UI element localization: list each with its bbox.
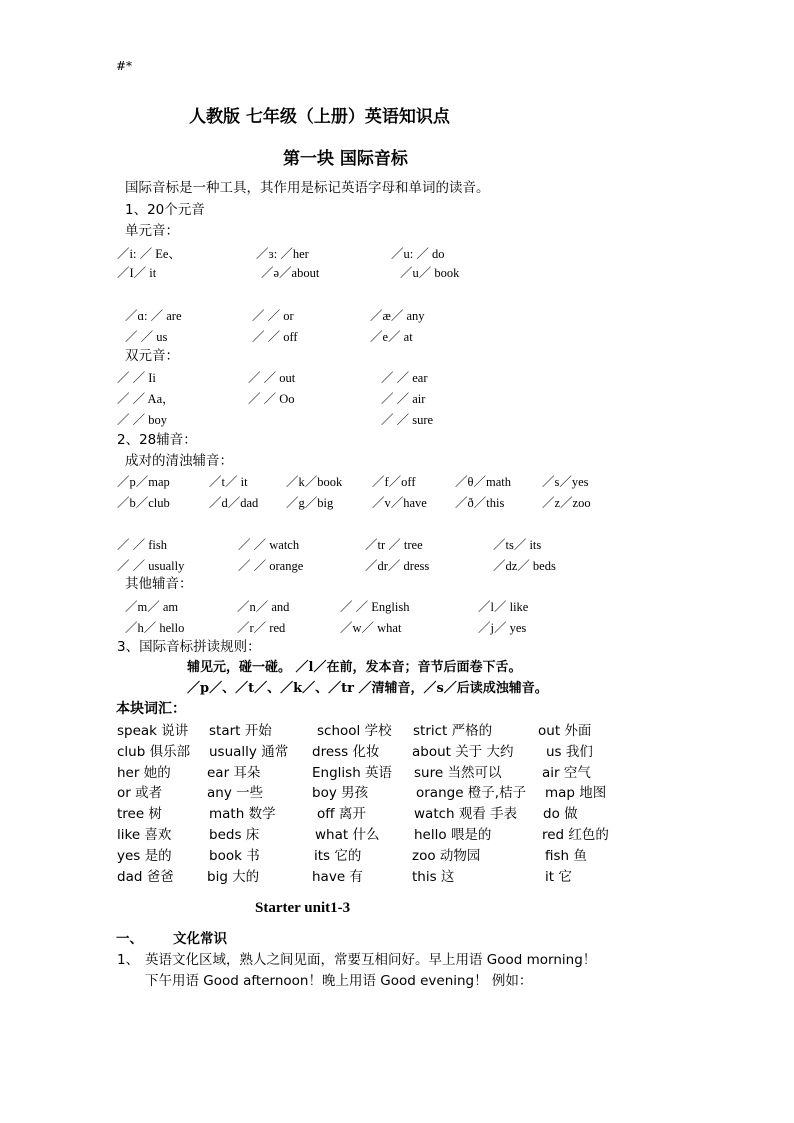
vocab-item: book 书 [209, 848, 260, 864]
paragraph-number: 1、 [117, 952, 140, 968]
section-title: 第一块 国际音标 [283, 149, 408, 169]
phonetic-item: ／m／ am [125, 600, 179, 614]
vocab-item: any 一些 [207, 785, 264, 801]
vocab-item: dad 爸爸 [117, 869, 174, 885]
rules-heading: 3、国际音标拼读规则： [117, 639, 261, 655]
phonetic-item: ／ə／about [261, 266, 320, 280]
phonetic-item: ／ ／ air [381, 392, 426, 406]
phonetic-item: ／dz／ beds [493, 559, 556, 573]
phonetic-item: ／ɜ: ／her [256, 247, 309, 261]
vocab-heading: 本块词汇： [116, 701, 186, 717]
phonetic-item: ／ts／ its [493, 538, 542, 552]
phonetic-item: ／ ／ Aa， [117, 392, 175, 406]
culture-heading: 文化常识 [173, 931, 227, 947]
page-mark: #* [116, 59, 133, 73]
phonetic-item: ／v／have [372, 496, 427, 510]
phonetic-item: ／æ／ any [370, 309, 425, 323]
document-title: 人教版 七年级（上册）英语知识点 [189, 107, 450, 127]
diphthong-heading: 双元音： [125, 348, 179, 364]
vocab-item: strict 严格的 [413, 723, 493, 739]
phonetic-item: ／h／ hello [125, 621, 185, 635]
phonetic-item: ／ ／ boy [117, 413, 168, 427]
vocab-item: red 红色的 [542, 827, 609, 843]
vocab-item: map 地图 [545, 785, 607, 801]
culture-paragraph-line: 下午用语 Good afternoon！晚上用语 Good evening！ 例如： [145, 973, 533, 989]
vocab-item: her 她的 [117, 765, 171, 781]
phonetic-item: ／ɑ: ／ are [125, 309, 182, 323]
phonetic-item: ／ ／ sure [381, 413, 434, 427]
vocab-item: about 关于 大约 [412, 744, 514, 760]
vocab-item: school 学校 [317, 723, 392, 739]
vocab-item: us 我们 [546, 744, 593, 760]
vocab-item: it 它 [545, 869, 572, 885]
phonetic-item: ／u: ／ do [391, 247, 445, 261]
vocab-item: orange 橙子,桔子 [416, 785, 527, 801]
phonetic-item: ／r／ red [237, 621, 286, 635]
phonetic-item: ／ð／this [455, 496, 505, 510]
phonetic-item: ／n／ and [237, 600, 290, 614]
vocab-item: sure 当然可以 [414, 765, 502, 781]
phonetic-item: ／z／zoo [542, 496, 591, 510]
phonetic-item: ／ ／ watch [238, 538, 300, 552]
vocab-item: big 大的 [207, 869, 260, 885]
vocab-item: beds 床 [209, 827, 260, 843]
phonetic-item: ／ ／ us [125, 330, 168, 344]
vocab-item: usually 通常 [209, 744, 289, 760]
intro-text: 国际音标是一种工具，其作用是标记英语字母和单词的读音。 [125, 180, 490, 196]
phonetic-item: ／ ／ Ii [117, 371, 156, 385]
vocab-item: tree 树 [117, 806, 162, 822]
vocab-item: speak 说讲 [117, 723, 189, 739]
phonetic-item: ／ ／ out [248, 371, 296, 385]
vocab-item: dress 化妆 [312, 744, 380, 760]
vocab-item: air 空气 [542, 765, 591, 781]
vocab-item: its 它的 [314, 848, 362, 864]
culture-paragraph-line: 英语文化区域，熟人之间见面，常要互相问好。早上用语 Good morning！ [145, 952, 597, 968]
rule-line: ／p／、／t／、／k／、／tr ／清辅音，／s／后读成浊辅音。 [187, 681, 548, 696]
phonetic-item: ／tr ／ tree [365, 538, 423, 552]
phonetic-item: ／w／ what [340, 621, 402, 635]
phonetic-item: ／ ／ Oo [248, 392, 295, 406]
monophthong-heading: 单元音： [125, 223, 179, 239]
phonetic-item: ／ ／ off [252, 330, 298, 344]
vocab-item: watch 观看 手表 [414, 806, 518, 822]
vocab-item: like 喜欢 [117, 827, 172, 843]
phonetic-item: ／j／ yes [478, 621, 527, 635]
vocab-item: off 离开 [317, 806, 366, 822]
vocab-item: start 开始 [209, 723, 272, 739]
phonetic-item: ／ ／ or [252, 309, 294, 323]
phonetic-item: ／g／big [286, 496, 334, 510]
phonetic-item: ／i: ／ Ee、 [117, 247, 181, 261]
other-consonants-heading: 其他辅音： [125, 576, 193, 592]
culture-number: 一、 [116, 931, 143, 947]
vocab-item: what 什么 [315, 827, 380, 843]
vocab-item: out 外面 [538, 723, 592, 739]
vocab-item: English 英语 [312, 765, 393, 781]
phonetic-item: ／t／ it [209, 475, 248, 489]
consonants-heading: 2、28辅音： [117, 432, 197, 448]
vocab-item: hello 喂是的 [414, 827, 492, 843]
vocab-item: ear 耳朵 [207, 765, 261, 781]
rule-line: 辅见元，碰一碰。 ／l／在前，发本音；音节后面卷下舌。 [187, 660, 522, 675]
vocab-item: math 数学 [209, 806, 276, 822]
phonetic-item: ／k／book [286, 475, 343, 489]
phonetic-item: ／f／off [372, 475, 416, 489]
starter-unit-title: Starter unit1-3 [255, 900, 351, 916]
vocab-item: boy 男孩 [312, 785, 369, 801]
vocab-item: fish 鱼 [545, 848, 587, 864]
phonetic-item: ／u／ book [400, 266, 460, 280]
vocab-item: have 有 [312, 869, 363, 885]
phonetic-item: ／s／yes [542, 475, 589, 489]
phonetic-item: ／ ／ ear [381, 371, 428, 385]
phonetic-item: ／d／dad [209, 496, 259, 510]
vocab-item: zoo 动物园 [412, 848, 481, 864]
vocab-item: yes 是的 [117, 848, 172, 864]
phonetic-item: ／ ／ usually [117, 559, 185, 573]
phonetic-item: ／ ／ English [340, 600, 410, 614]
vocab-item: or 或者 [117, 785, 163, 801]
phonetic-item: ／ ／ orange [238, 559, 304, 573]
phonetic-item: ／I／ it [117, 266, 157, 280]
phonetic-item: ／e／ at [370, 330, 413, 344]
vocab-item: club 俱乐部 [117, 744, 191, 760]
paired-heading: 成对的清浊辅音： [125, 453, 233, 469]
phonetic-item: ／p／map [117, 475, 170, 489]
phonetic-item: ／b／club [117, 496, 170, 510]
phonetic-item: ／l／ like [478, 600, 529, 614]
phonetic-item: ／ ／ fish [117, 538, 168, 552]
vowels-heading: 1、20个元音 [125, 202, 205, 218]
vocab-item: do 做 [543, 806, 578, 822]
phonetic-item: ／dr／ dress [365, 559, 430, 573]
vocab-item: this 这 [412, 869, 455, 885]
phonetic-item: ／θ／math [455, 475, 511, 489]
